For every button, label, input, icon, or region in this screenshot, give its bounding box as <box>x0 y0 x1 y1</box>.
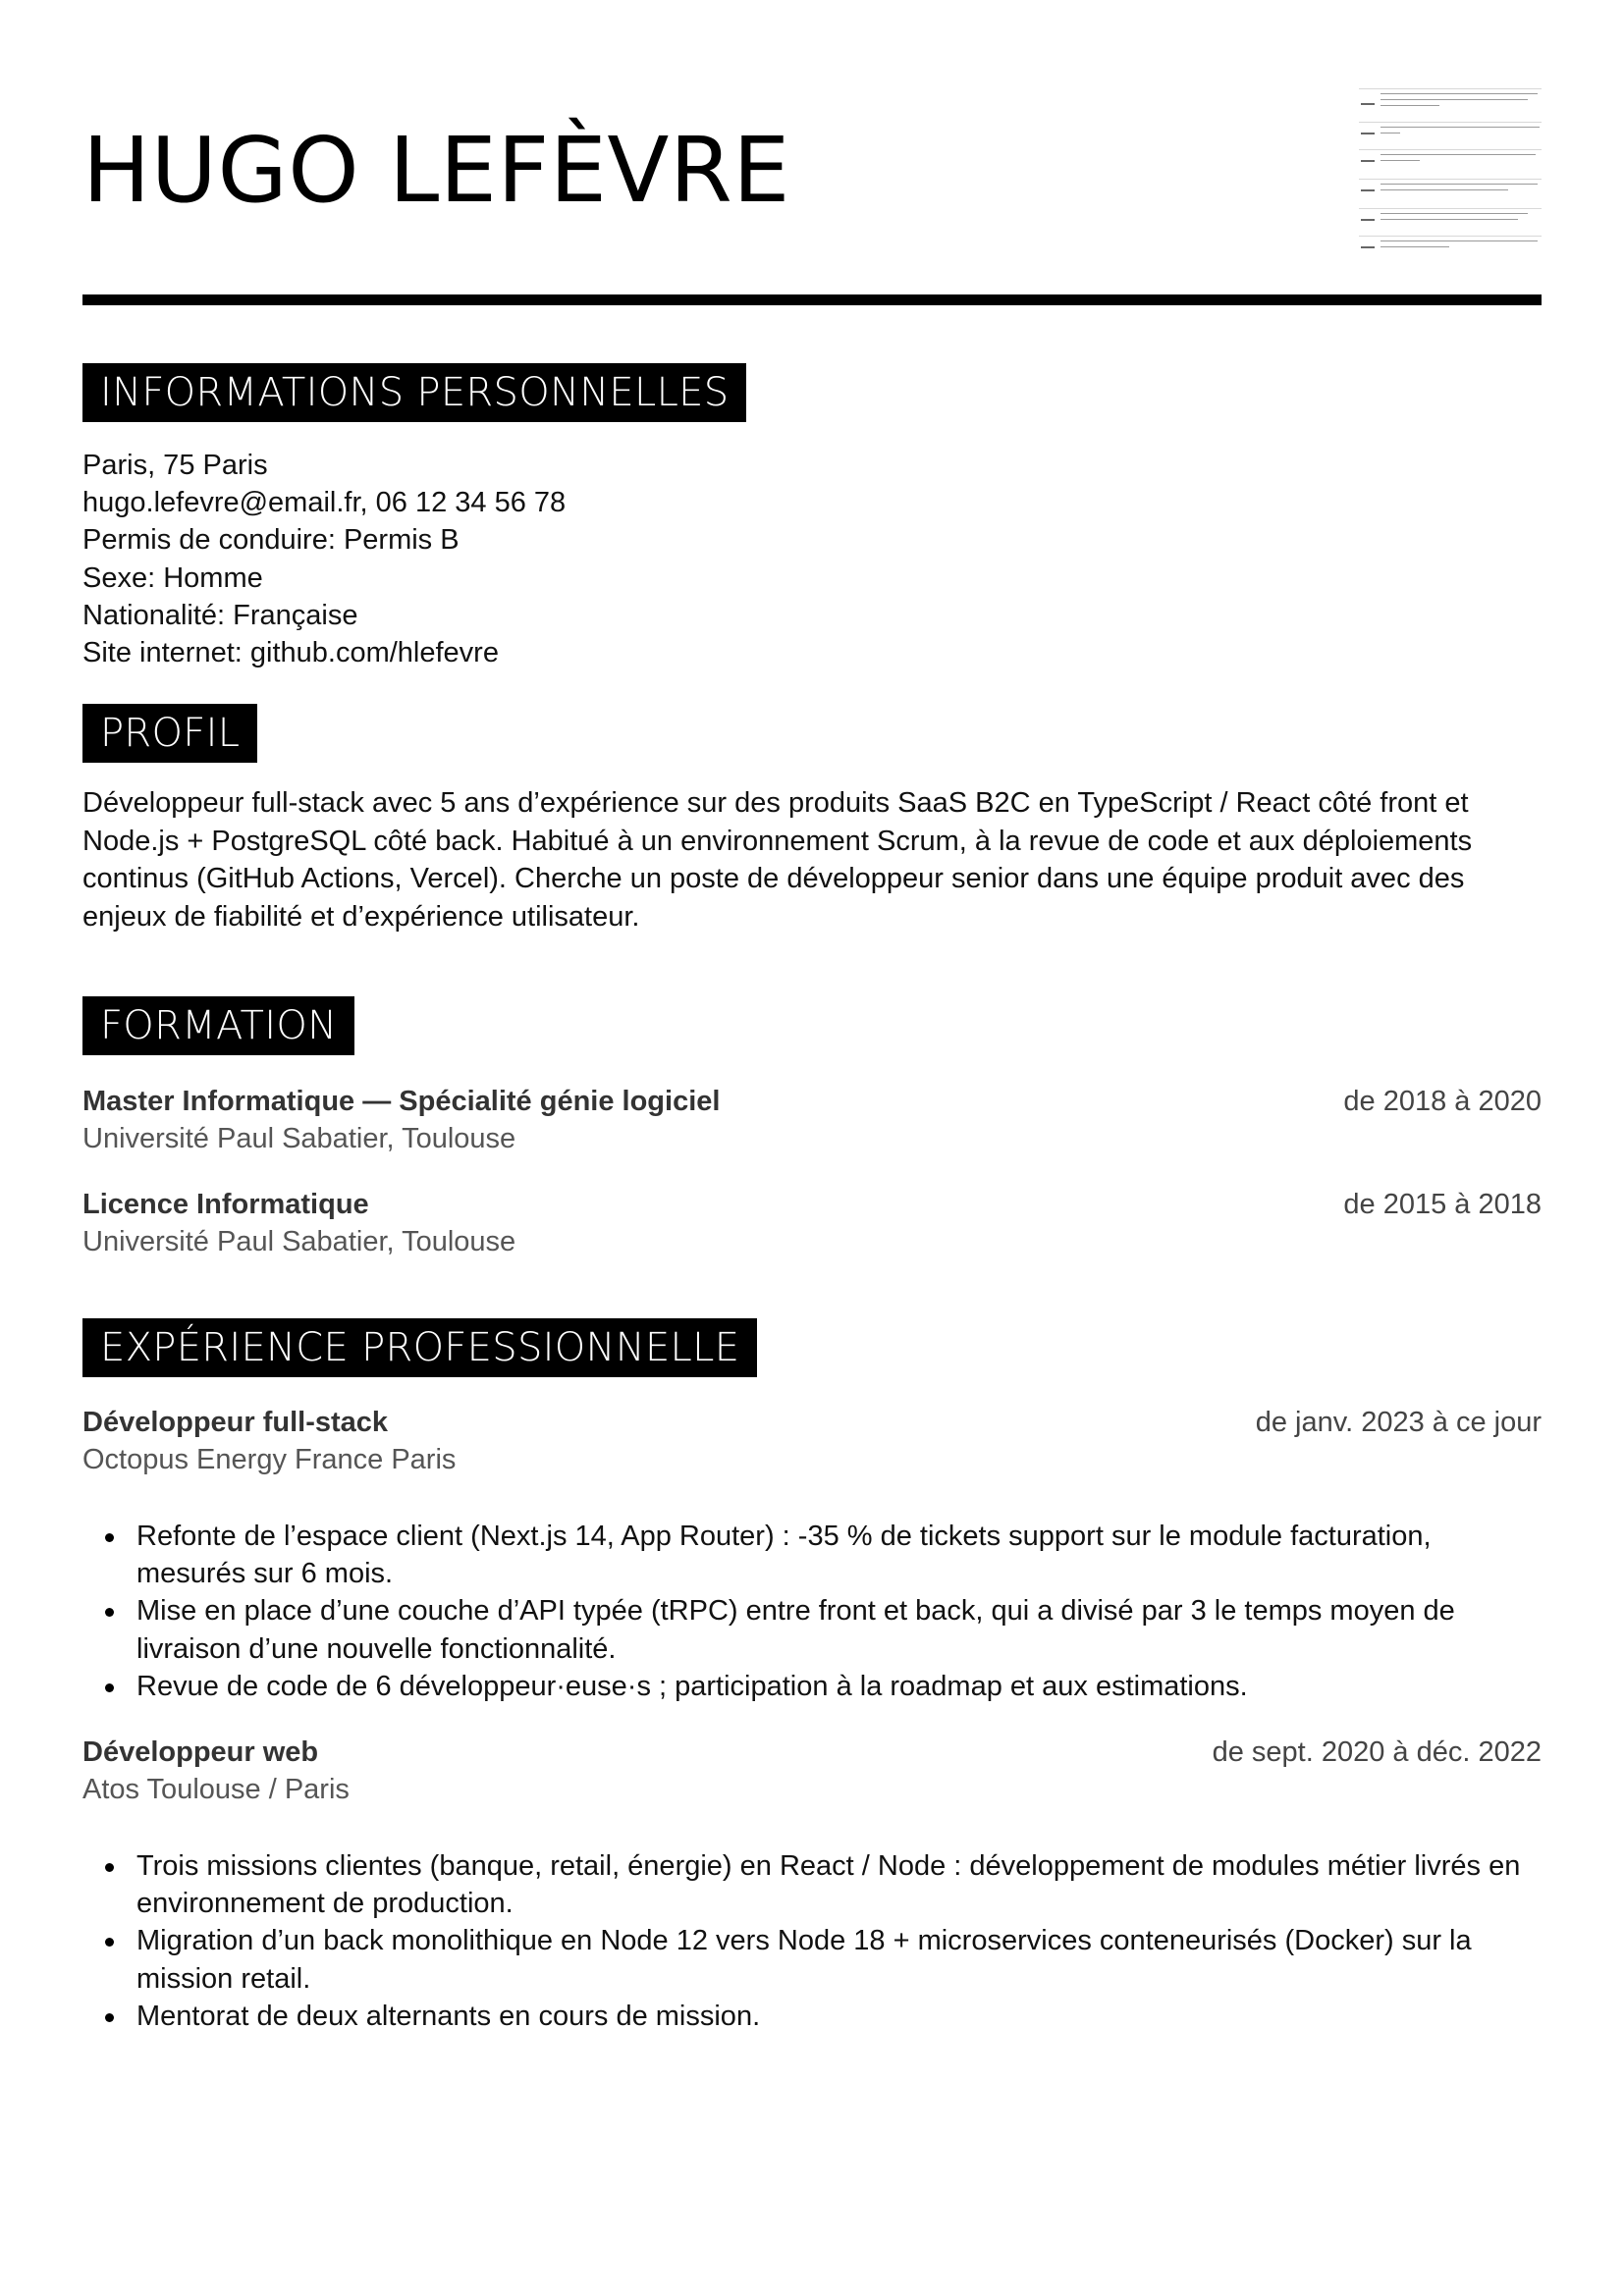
thumbnail-line <box>1359 208 1542 209</box>
candidate-name: HUGO LEFÈVRE <box>82 118 790 223</box>
job-dates: de sept. 2020 à déc. 2022 <box>1212 1736 1542 1768</box>
achievement-item: Trois missions clientes (banque, retail, énergie) en React / Node : développement de modules métier livrés en environnement de production. <box>82 1847 1542 1922</box>
profile-summary: Développeur full-stack avec 5 ans d’expérience sur des produits SaaS B2C en TypeScript / React côté front et Node.js + PostgreSQL côté back. Habitué à un environnement Scrum, à la revue de code et aux déploiements continus (GitHub Actions, Vercel). Cherche un poste de développeur senior dans une équipe produit avec des enjeux de fiabilité et d’expérience utilisateur. <box>82 787 1473 933</box>
degree-dates: de 2015 à 2018 <box>1343 1189 1542 1220</box>
section-title-info: INFORMATIONS PERSONNELLES <box>82 363 746 422</box>
info-nationality: Nationalité: Française <box>82 599 358 631</box>
job-title: Développeur full-stack <box>82 1407 389 1438</box>
header-divider <box>82 294 1542 305</box>
achievement-item: Migration d’un back monolithique en Node 12 vers Node 18 + microservices conteneurisés (Docker) sur la mission retail. <box>82 1922 1542 1997</box>
section-title-experience: EXPÉRIENCE PROFESSIONNELLE <box>82 1318 757 1377</box>
document-thumbnail <box>1359 88 1542 263</box>
personal-info-list <box>82 447 566 671</box>
info-contact: hugo.lefevre@email.fr, 06 12 34 56 78 <box>82 487 567 519</box>
info-gender: Sexe: Homme <box>82 561 263 594</box>
section-title-education: FORMATION <box>82 996 354 1055</box>
achievement-item: Mise en place d’une couche d’API typée (tRPC) entre front et back, qui a divisé par 3 le temps moyen de livraison d’une nouvelle fonctionnalité. <box>82 1592 1542 1667</box>
info-website: Site internet: github.com/hlefevre <box>82 637 499 669</box>
degree-title: Licence Informatique <box>82 1189 369 1220</box>
job-dates: de janv. 2023 à ce jour <box>1255 1407 1542 1438</box>
achievement-item: Refonte de l’espace client (Next.js 14, App Router) : -35 % de tickets support sur le module facturation, mesurés sur 6 mois. <box>82 1518 1542 1592</box>
degree-school: Université Paul Sabatier, Toulouse <box>82 1123 516 1154</box>
thumbnail-line <box>1359 88 1542 89</box>
job-achievements <box>82 1518 1542 1705</box>
thumbnail-line <box>1359 179 1542 180</box>
degree-title: Master Informatique — Spécialité génie logiciel <box>82 1086 721 1117</box>
thumbnail-line <box>1359 149 1542 150</box>
achievement-item: Revue de code de 6 développeur·euse·s ; participation à la roadmap et aux estimations. <box>82 1668 1542 1705</box>
job-company: Atos Toulouse / Paris <box>82 1774 350 1805</box>
degree-school: Université Paul Sabatier, Toulouse <box>82 1226 516 1257</box>
job-title: Développeur web <box>82 1736 319 1768</box>
job-achievements <box>82 1847 1542 2035</box>
thumbnail-line <box>1359 122 1542 123</box>
thumbnail-line <box>1359 236 1542 237</box>
job-company: Octopus Energy France Paris <box>82 1444 457 1475</box>
info-license: Permis de conduire: Permis B <box>82 524 460 557</box>
info-address: Paris, 75 Paris <box>82 450 268 481</box>
degree-dates: de 2018 à 2020 <box>1343 1086 1542 1117</box>
achievement-item: Mentorat de deux alternants en cours de mission. <box>82 1998 1542 2035</box>
section-title-profile: PROFIL <box>82 704 257 763</box>
